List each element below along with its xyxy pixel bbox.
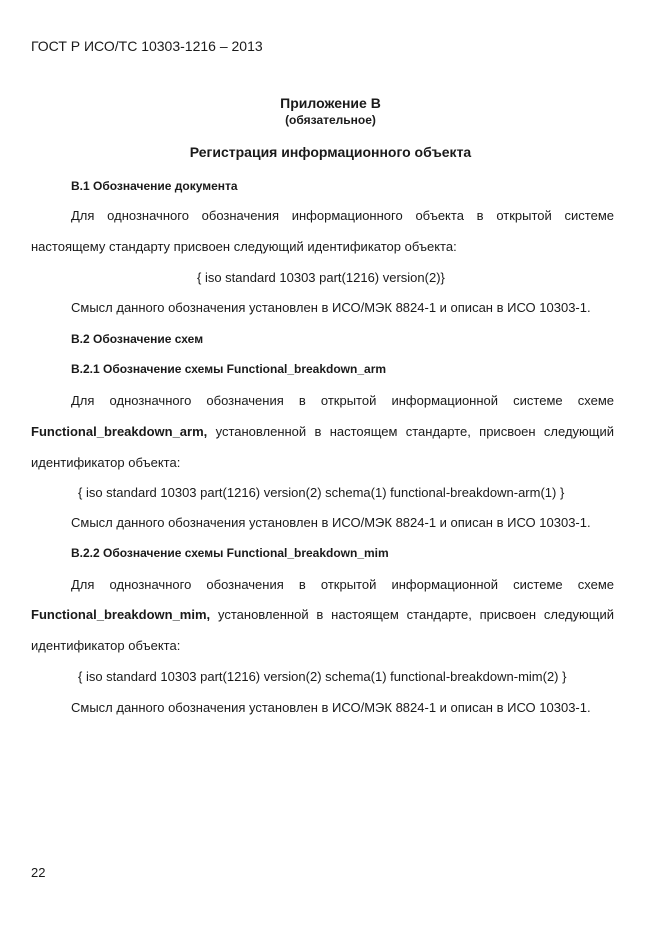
section-b21-para-line3: идентификатор объекта:	[31, 455, 181, 470]
page-number: 22	[31, 865, 46, 880]
schema-name-mim: Functional_breakdown_mim,	[31, 607, 211, 622]
section-b1-identifier: { iso standard 10303 part(1216) version(2)}	[197, 270, 445, 285]
schema-name-arm: Functional_breakdown_arm,	[31, 424, 208, 439]
section-b1-heading: В.1 Обозначение документа	[71, 179, 238, 193]
section-b21-para-line2-rest: установленной в настоящем стандарте, присвоен следующий	[215, 424, 614, 439]
appendix-heading: Регистрация информационного объекта	[189, 144, 472, 160]
section-b21-para-line2	[31, 424, 614, 439]
section-b21-para-line1: Для однозначного обозначения в открытой информационной системе схеме	[71, 393, 614, 408]
appendix-status: (обязательное)	[285, 113, 376, 127]
section-b21-identifier: { iso standard 10303 part(1216) version(2) schema(1) functional-breakdown-arm(1) }	[78, 485, 565, 500]
section-b22-para-line3: идентификатор объекта:	[31, 638, 181, 653]
section-b22-heading: В.2.2 Обозначение схемы Functional_breakdown_mim	[71, 546, 389, 560]
section-b1-para-line1: Для однозначного обозначения информационного объекта в открытой системе	[71, 208, 614, 223]
document-header: ГОСТ Р ИСО/ТС 10303-1216 – 2013	[31, 38, 263, 54]
section-b21-heading: В.2.1 Обозначение схемы Functional_breakdown_arm	[71, 362, 387, 376]
section-b2-heading: В.2 Обозначение схем	[71, 332, 204, 346]
section-b22-identifier: { iso standard 10303 part(1216) version(2) schema(1) functional-breakdown-mim(2) }	[78, 669, 567, 684]
section-b22-para-line2-rest: установленной в настоящем стандарте, присвоен следующий	[218, 607, 614, 622]
section-b1-meaning: Смысл данного обозначения установлен в ИСО/МЭК 8824-1 и описан в ИСО 10303-1.	[71, 300, 591, 315]
section-b22-meaning: Смысл данного обозначения установлен в ИСО/МЭК 8824-1 и описан в ИСО 10303-1.	[71, 700, 591, 715]
section-b21-meaning: Смысл данного обозначения установлен в ИСО/МЭК 8824-1 и описан в ИСО 10303-1.	[71, 515, 591, 530]
section-b22-para-line1: Для однозначного обозначения в открытой информационной системе схеме	[71, 577, 614, 592]
section-b22-para-line2	[31, 607, 614, 622]
appendix-title: Приложение В	[280, 95, 381, 111]
section-b1-para-line2: настоящему стандарту присвоен следующий идентификатор объекта:	[31, 239, 457, 254]
